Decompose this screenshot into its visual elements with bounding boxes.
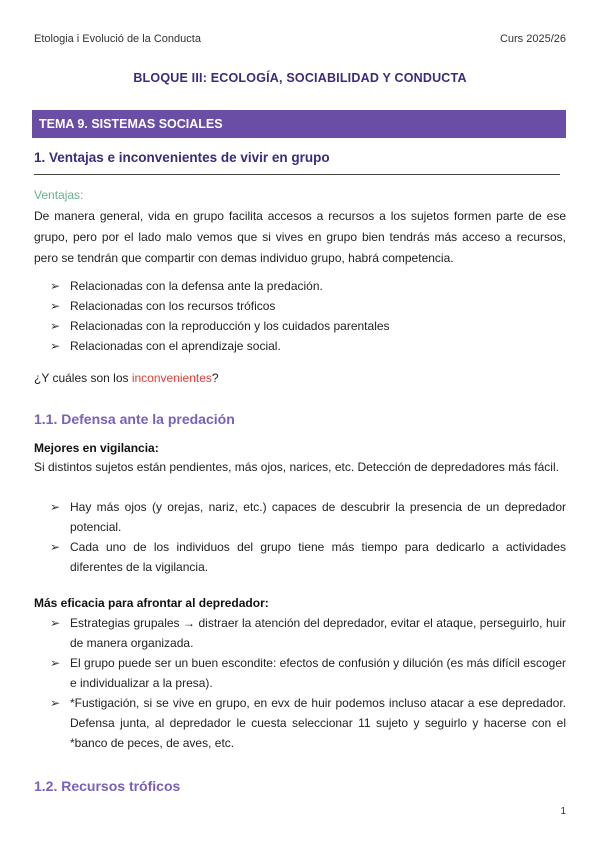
vigilancia-list <box>50 497 566 577</box>
list-item: ➢ Relacionadas con la reproducción y los cuidados parentales <box>50 316 566 336</box>
bloque-label: BLOQUE III: <box>133 71 208 85</box>
bloque-title: ECOLOGÍA, SOCIABILIDAD Y CONDUCTA <box>210 71 467 85</box>
ventajas-label: Ventajas: <box>34 188 84 202</box>
course-title: Etologia i Evolució de la Conducta <box>34 33 201 45</box>
list-item: ➢ El grupo puede ser un buen escondite: efectos de confusión y dilución (es más difícil escoger e individualizar a la presa). <box>50 653 566 693</box>
arrow-bullet-icon: ➢ <box>50 696 61 710</box>
page-number: 1 <box>560 806 566 817</box>
tema-title: TEMA 9. SISTEMAS SOCIALES <box>39 117 223 131</box>
arrow-bullet-icon: ➢ <box>50 279 61 293</box>
arrow-bullet-icon: ➢ <box>50 500 61 514</box>
section-1-intro: De manera general, vida en grupo facilita accesos a recursos a los sujetos formen parte de ese grupo, pero por el lado malo vemos que si vives en grupo bien tendrás más acceso a recursos, pero se tendrán que compartir con demas individuo grupo, habrá competencia. <box>34 209 566 265</box>
arrow-bullet-icon: ➢ <box>50 299 61 313</box>
inconvenientes-highlight: inconvenientes <box>131 371 212 385</box>
list-item: ➢ Hay más ojos (y orejas, nariz, etc.) capaces de descubrir la presencia de un depredador potencial. <box>50 497 566 537</box>
inconvenientes-question: ¿Y cuáles son los inconvenientes? <box>34 371 219 385</box>
list-item: ➢ Estrategias grupales → distraer la atención del depredador, evitar el ataque, perseguirlo, huir de manera organizada. <box>50 613 566 653</box>
vigilancia-subtitle: Mejores en vigilancia: <box>34 441 159 455</box>
arrow-bullet-icon: ➢ <box>50 319 61 333</box>
list-item: ➢ Relacionadas con el aprendizaje social. <box>50 336 566 356</box>
tema-title-bar <box>32 110 566 138</box>
section-1-2-heading: 1.2. Recursos tróficos <box>34 778 181 794</box>
eficacia-list <box>50 613 566 753</box>
course-year: Curs 2025/26 <box>499 33 566 45</box>
bloque-heading <box>0 71 600 85</box>
list-item: ➢ Relacionadas con la defensa ante la predación. <box>50 276 566 296</box>
section-1-heading: 1. Ventajas e inconvenientes de vivir en grupo <box>34 150 330 165</box>
arrow-bullet-icon: ➢ <box>50 616 61 630</box>
ventajas-list <box>50 276 566 356</box>
eficacia-subtitle: Más eficacia para afrontar al depredador: <box>34 596 269 610</box>
section-1-1-heading: 1.1. Defensa ante la predación <box>34 411 235 427</box>
arrow-bullet-icon: ➢ <box>50 656 61 670</box>
vigilancia-text: Si distintos sujetos están pendientes, más ojos, narices, etc. Detección de depredadores más fácil. <box>34 460 559 474</box>
arrow-bullet-icon: ➢ <box>50 540 61 554</box>
section-divider <box>34 174 560 175</box>
arrow-bullet-icon: ➢ <box>50 339 61 353</box>
list-item: ➢ *Fustigación, si se vive en grupo, en evx de huir podemos incluso atacar a ese depredador. Defensa junta, al depredador le cuesta seleccionar 11 sujeto y seguirlo y hacerse con el *banco de peces, de aves, etc. <box>50 693 566 753</box>
list-item: ➢ Relacionadas con los recursos tróficos <box>50 296 566 316</box>
list-item: ➢ Cada uno de los individuos del grupo tiene más tiempo para dedicarlo a actividades diferentes de la vigilancia. <box>50 537 566 577</box>
